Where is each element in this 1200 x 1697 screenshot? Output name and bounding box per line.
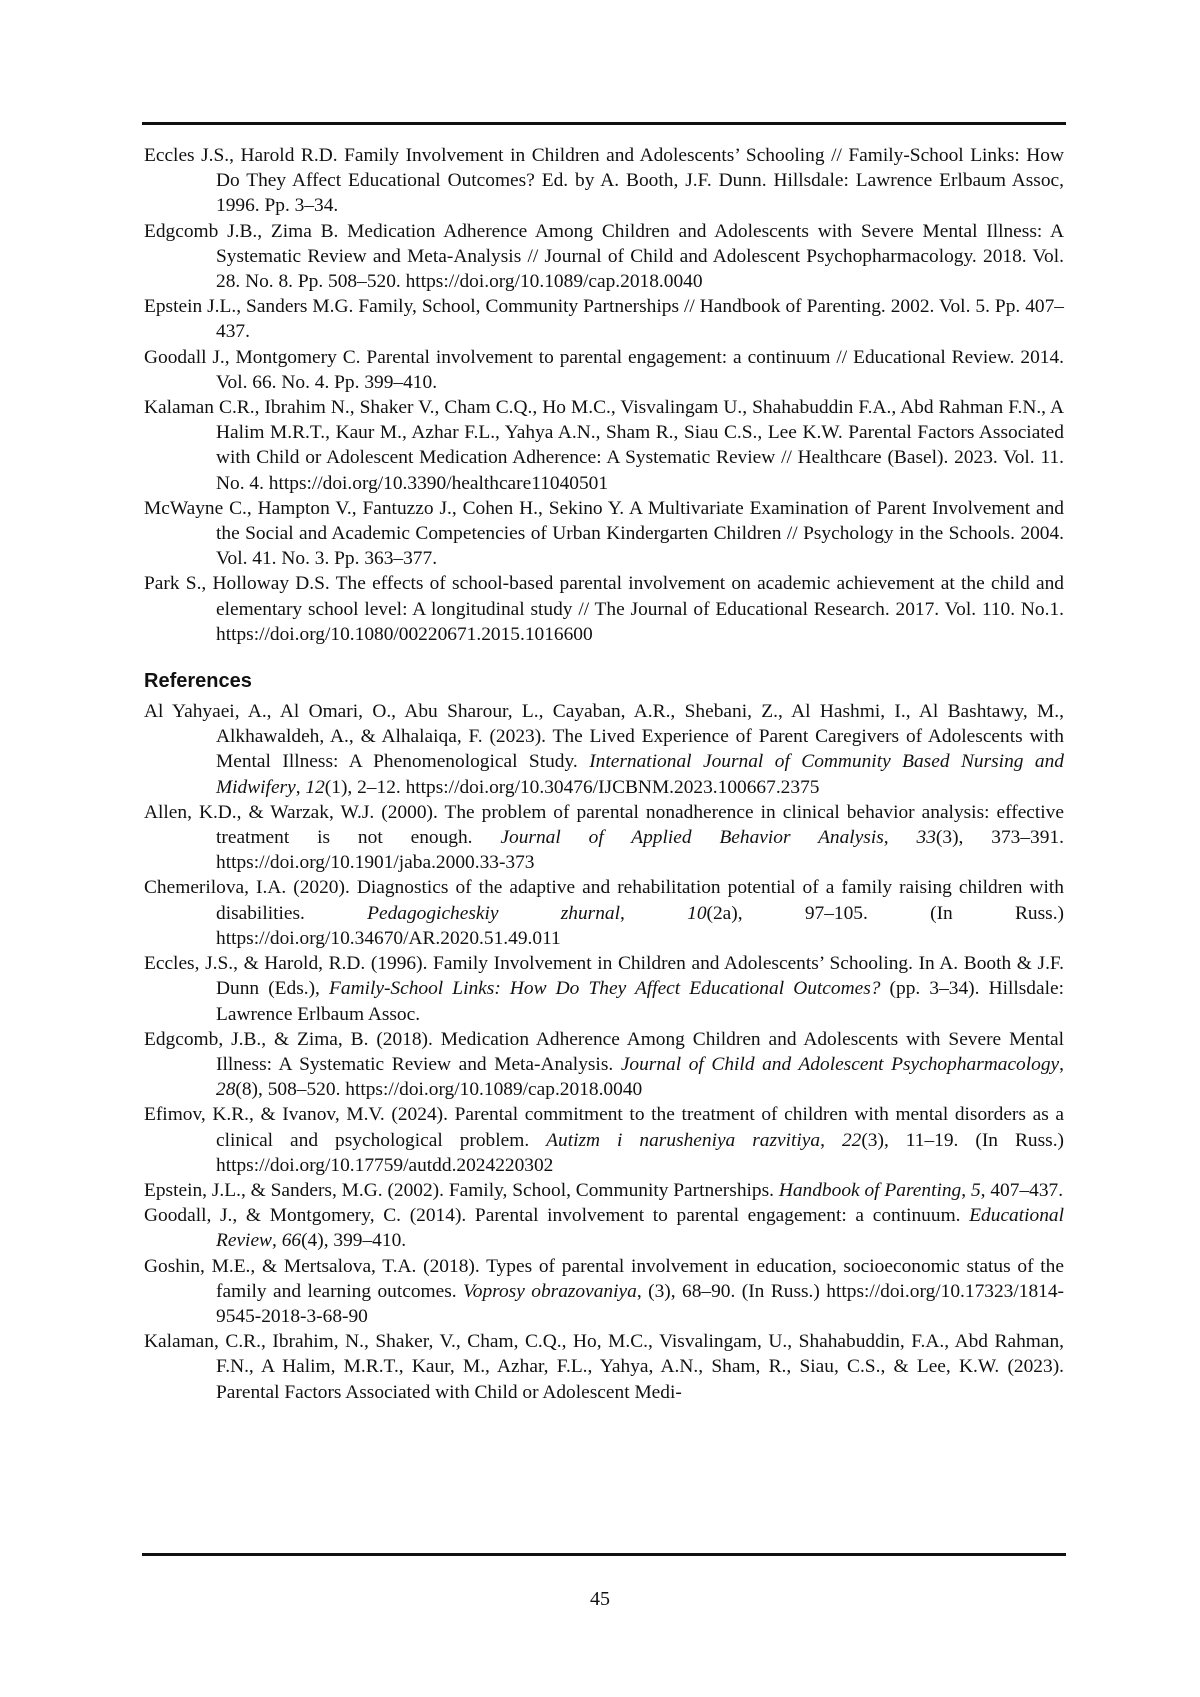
reference-entry	[144, 143, 1064, 219]
reference-italic-text: 33	[917, 827, 936, 848]
reference-text: Kalaman C.R., Ibrahim N., Shaker V., Cham C.Q., Ho M.C., Visvalingam U., Shahabuddin F.A., Abd Rahman F.N., A Halim M.R.T., Kaur M., Azhar F.L., Yahya A.N., Sham R., Siau C.S., Lee K.W. Parental Factors Associated with Child or Adolescent Medication Adherence: A Systematic Review // Healthcare (Basel). 2023. Vol. 11. No. 4. https://doi.org/10.3390/healthcare11040501	[144, 397, 1064, 494]
reference-text: (1), 2–12. https://doi.org/10.30476/IJCBNM.2023.100667.2375	[325, 777, 820, 798]
reference-text: Chemerilova, I.A. (2020). Diagnostics of the adaptive and rehabilitation potential of a family raising children with disabilities.	[144, 877, 1064, 923]
reference-text: , 407–437.	[981, 1180, 1063, 1201]
reference-italic-text: 22	[842, 1130, 861, 1151]
reference-entry	[144, 294, 1064, 344]
sources-list	[144, 143, 1064, 647]
reference-italic-text: Family-School Links: How Do They Affect Educational Out­comes?	[329, 978, 880, 999]
reference-text: Al Yahyaei, A., Al Omari, O., Abu Sharour, L., Cayaban, A.R., Shebani, Z., Al Hashmi, I., Al Bash­tawy, M., Alkhawaldeh, A., & Alhalaiqa, F. (2023). The Lived Experience of Parent Caregivers of Adolescents with Mental Illness: A Phenomenological Study.	[144, 701, 1064, 772]
reference-text: ,	[620, 903, 687, 924]
reference-text: (pp. 3–34). Hillsdale: Lawrence Erlbaum Assoc.	[216, 978, 1064, 1024]
reference-entry	[144, 1254, 1064, 1330]
reference-text: Eccles, J.S., & Harold, R.D. (1996). Family Involvement in Children and Adolescents’ Schooling. In A. Booth & J.F. Dunn (Eds.),	[144, 953, 1064, 999]
page	[0, 0, 1200, 1697]
reference-text: McWayne C., Hampton V., Fantuzzo J., Cohen H., Sekino Y. A Multivariate Examination of Parent Involvement and the Social and Academic Competencies of Urban Kindergarten Children // Psychology in the Schools. 2004. Vol. 41. No. 3. Pp. 363–377.	[144, 498, 1064, 569]
reference-text: Edgcomb, J.B., & Zima, B. (2018). Medication Adherence Among Children and Adolescents with Se­vere Mental Illness: A Systematic Review and Meta-Analysis.	[144, 1029, 1064, 1075]
reference-italic-text: Handbook of Pa­renting	[779, 1180, 961, 1201]
reference-text: ,	[296, 777, 306, 798]
reference-entry	[144, 496, 1064, 572]
reference-text: (4), 399–410.	[301, 1230, 406, 1251]
reference-entry	[144, 1178, 1064, 1203]
reference-text: ,	[1059, 1054, 1064, 1075]
reference-text: ,	[884, 827, 917, 848]
reference-text: Goodall, J., & Montgomery, C. (2014). Parental involvement to parental engagement: a continuum.	[144, 1205, 969, 1226]
reference-text: Edgcomb J.B., Zima B. Medication Adherence Among Children and Adolescents with Severe Mental Illness: A Systematic Review and Meta-Analysis // Journal of Child and Adolescent Psycho­pharmacology. 2018. Vol. 28. No. 8. Pp. 508–520. https://doi.org/10.1089/cap.2018.0040	[144, 221, 1064, 292]
reference-text: Eccles J.S., Harold R.D. Family Involvement in Children and Adolescents’ Schooling // Family-School Links: How Do They Affect Educational Outcomes? Ed. by A. Booth, J.F. Dunn. Hillsdale: Lawrence Erlbaum Assoc, 1996. Pp. 3–34.	[144, 145, 1064, 216]
reference-italic-text: Pedagogicheskiy zhurnal	[367, 903, 620, 924]
reference-text: ,	[272, 1230, 282, 1251]
reference-text: ,	[820, 1130, 842, 1151]
references-list	[144, 699, 1064, 1405]
reference-italic-text: 28	[216, 1079, 235, 1100]
reference-text: Epstein, J.L., & Sanders, M.G. (2002). Family, School, Community Partnerships.	[144, 1180, 779, 1201]
reference-italic-text: 66	[282, 1230, 301, 1251]
reference-text: , (3), 68–90. (In Russ.) https://doi.org/10.17323/1814-9545-2018-3-68-90	[216, 1281, 1064, 1327]
reference-entry	[144, 875, 1064, 951]
reference-entry	[144, 951, 1064, 1027]
reference-text: Kalaman, C.R., Ibrahim, N., Shaker, V., Cham, C.Q., Ho, M.C., Visvalingam, U., Shahabuddin, F.A., Abd Rahman, F.N., A Halim, M.R.T., Kaur, M., Azhar, F.L., Yahya, A.N., Sham, R., Siau, C.S., & Lee, K.W. (2023). Parental Factors Associated with Child or Adolescent Medi-	[144, 1331, 1064, 1402]
reference-text: Efimov, K.R., & Ivanov, M.V. (2024). Parental commitment to the treatment of children with mental disorders as a clinical and psychological problem.	[144, 1104, 1064, 1150]
reference-entry	[144, 571, 1064, 647]
reference-text: Epstein J.L., Sanders M.G. Family, School, Community Partnerships // Handbook of Parenting. 2002. Vol. 5. Pp. 407–437.	[144, 296, 1064, 342]
reference-entry	[144, 1027, 1064, 1103]
reference-entry	[144, 800, 1064, 876]
reference-italic-text: 12	[305, 777, 324, 798]
bottom-rule	[142, 1553, 1066, 1556]
reference-text: Goodall J., Montgomery C. Parental involvement to parental engagement: a continuum // Educational Review. 2014. Vol. 66. No. 4. Pp. 399–410.	[144, 347, 1064, 393]
reference-italic-text: Interna­tional Journal of Community Based Nursing and Midwifery	[216, 751, 1064, 797]
reference-text: Goshin, M.E., & Mertsalova, T.A. (2018). Types of parental involvement in education, socio­economic status of the family and learning outcomes.	[144, 1256, 1064, 1302]
reference-text: Park S., Holloway D.S. The effects of school-based parental involvement on academic achievement at the child and elementary school level: A longitudinal study // The Journal of Educational Re­search. 2017. Vol. 110. No.1. https://doi.org/10.1080/00220671.2015.1016600	[144, 573, 1064, 644]
reference-italic-text: Journal of Child and Adoles­cent Psychopharmacology	[621, 1054, 1059, 1075]
reference-text: (3), 11–19. (In Russ.) https://doi.org/10.17759/autdd.2024220302	[216, 1130, 1064, 1176]
reference-italic-text: Autizm i narusheniya razvitiya	[546, 1130, 820, 1151]
reference-entry	[144, 1329, 1064, 1405]
reference-text: (8), 508–520. https://doi.org/10.1089/cap.2018.0040	[235, 1079, 642, 1100]
reference-entry	[144, 395, 1064, 496]
reference-italic-text: Voprosy obrazovaniya	[463, 1281, 637, 1302]
reference-italic-text: 10	[687, 903, 706, 924]
top-rule	[142, 122, 1066, 125]
reference-entry	[144, 1203, 1064, 1253]
reference-entry	[144, 219, 1064, 295]
reference-italic-text: Journal of Applied Behavior Analysis	[500, 827, 883, 848]
reference-text: (2a), 97–105. (In Russ.) https://doi.org/10.34670/AR.2020.51.49.011	[216, 903, 1064, 949]
references-heading: References	[144, 668, 1064, 694]
bibliography	[144, 143, 1064, 1405]
reference-italic-text: Educational Review	[216, 1205, 1064, 1251]
reference-text: ,	[961, 1180, 971, 1201]
reference-entry	[144, 1102, 1064, 1178]
page-number: 45	[0, 1588, 1200, 1611]
reference-italic-text: 5	[971, 1180, 981, 1201]
reference-entry	[144, 699, 1064, 800]
reference-text: Allen, K.D., & Warzak, W.J. (2000). The problem of parental nonadherence in clinical behavior anal­ysis: effective treatment is not enough.	[144, 802, 1064, 848]
reference-entry	[144, 345, 1064, 395]
reference-text: (3), 373–391. https://doi.org/10.1901/jaba.2000.33-373	[216, 827, 1064, 873]
